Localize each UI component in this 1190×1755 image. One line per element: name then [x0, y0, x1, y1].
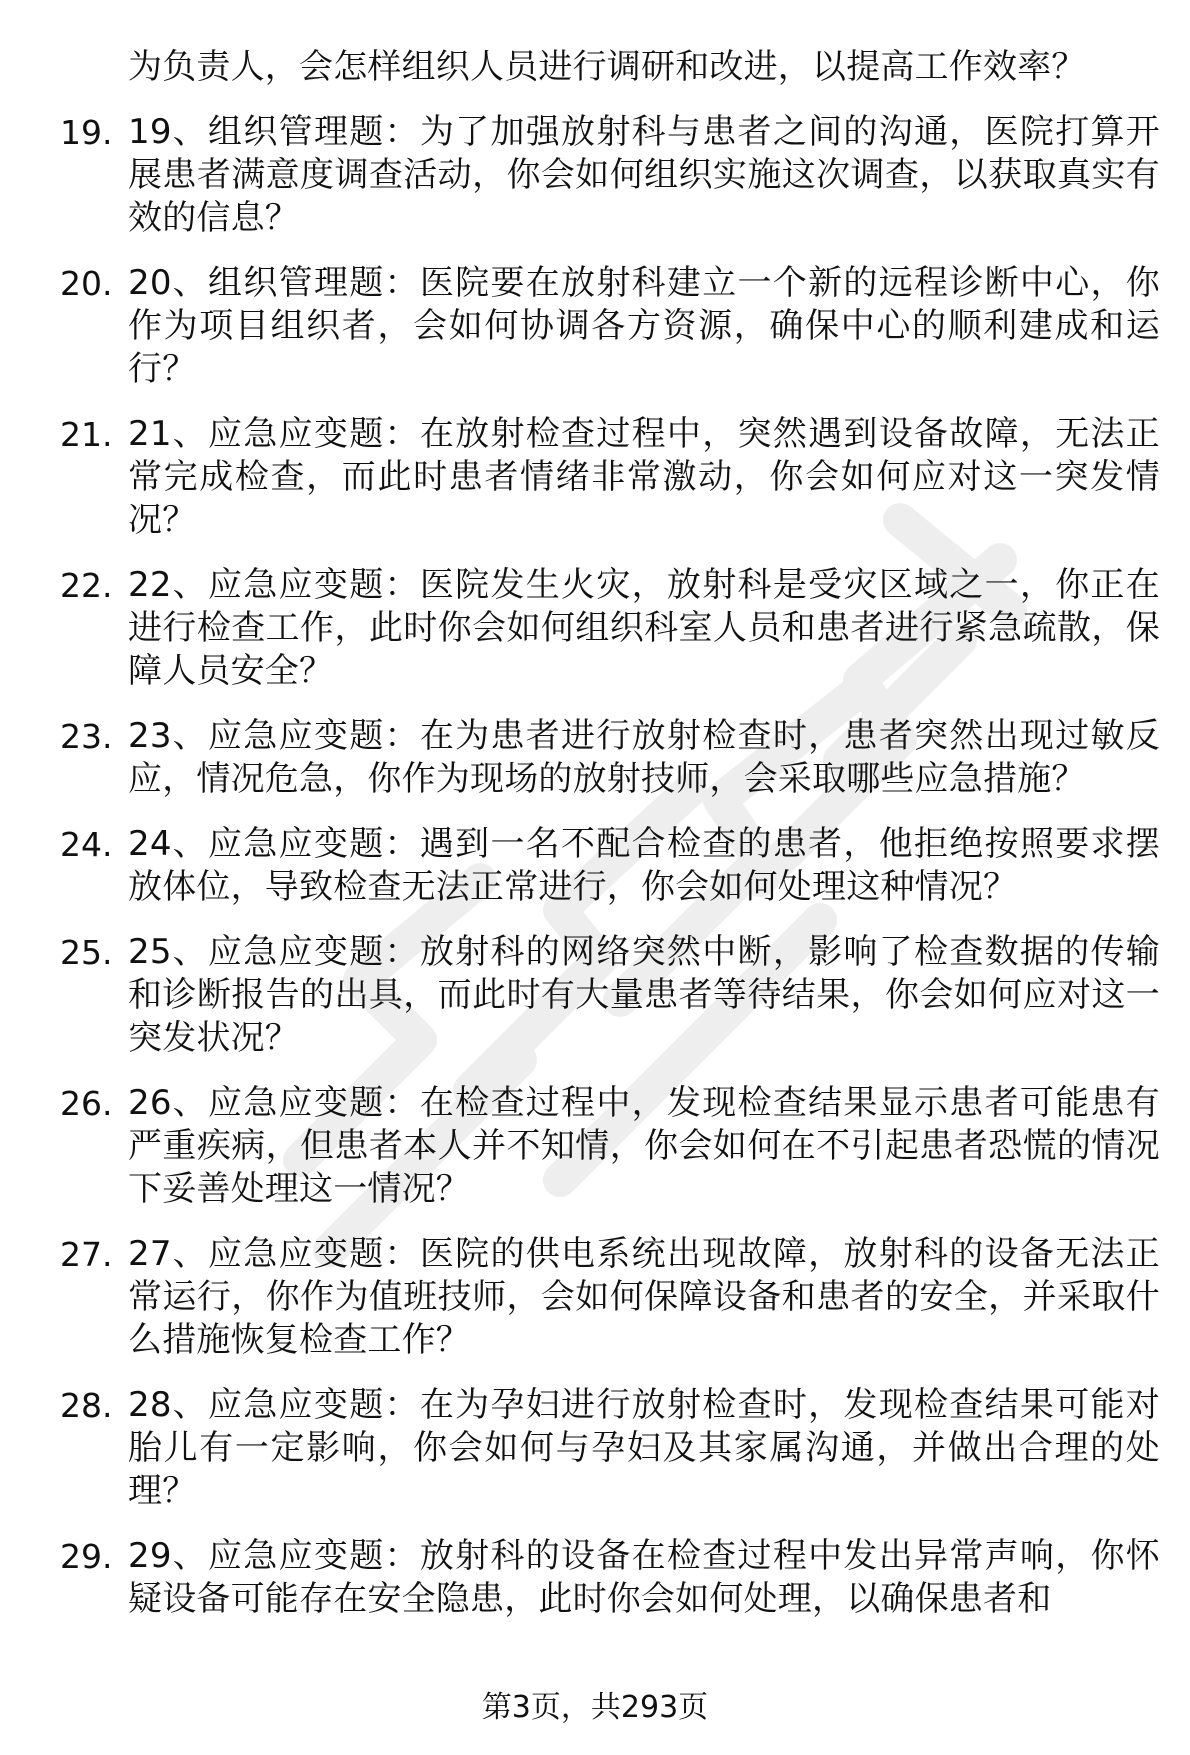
item-text: 22、应急应变题：医院发生火灾，放射科是受灾区域之一，你正在进行检查工作，此时你会如何组织科室人员和患者进行紧急疏散，保障人员安全？ — [128, 565, 1160, 691]
question-list-container — [60, 46, 1160, 1643]
item-text: 29、应急应变题：放射科的设备在检查过程中发出异常声响，你怀疑设备可能存在安全隐患，此时你会如何处理，以确保患者和 — [128, 1536, 1160, 1619]
item-number: 27. — [60, 1235, 113, 1274]
item-text: 19、组织管理题：为了加强放射科与患者之间的沟通，医院打算开展患者满意度调查活动，你会如何组织实施这次调查，以获取真实有效的信息？ — [128, 112, 1160, 238]
list-item — [60, 1535, 1160, 1621]
item-number: 23. — [60, 717, 113, 756]
item-number: 24. — [60, 825, 113, 864]
list-item — [60, 931, 1160, 1060]
list-item — [60, 1233, 1160, 1362]
list-item — [60, 715, 1160, 801]
list-item — [60, 1384, 1160, 1513]
item-number: 20. — [60, 264, 113, 303]
item-number: 21. — [60, 415, 113, 454]
item-number: 26. — [60, 1084, 113, 1123]
item-text: 20、组织管理题：医院要在放射科建立一个新的远程诊断中心，你作为项目组织者，会如何协调各方资源，确保中心的顺利建成和运行？ — [128, 263, 1160, 389]
list-item — [60, 262, 1160, 391]
list-item — [60, 413, 1160, 542]
item-number: 22. — [60, 566, 113, 605]
item-text: 26、应急应变题：在检查过程中，发现检查结果显示患者可能患有严重疾病，但患者本人并不知情，你会如何在不引起患者恐慌的情况下妥善处理这一情况？ — [128, 1083, 1160, 1209]
item-number: 29. — [60, 1537, 113, 1576]
list-item — [60, 564, 1160, 693]
list-item — [60, 1082, 1160, 1211]
item-number: 28. — [60, 1386, 113, 1425]
item-text: 28、应急应变题：在为孕妇进行放射检查时，发现检查结果可能对胎儿有一定影响，你会如何与孕妇及其家属沟通，并做出合理的处理？ — [128, 1385, 1160, 1511]
item-number: 19. — [60, 113, 113, 152]
page-footer: 第3页，共293页 — [481, 1690, 709, 1725]
list-item — [60, 823, 1160, 909]
item-text: 21、应急应变题：在放射检查过程中，突然遇到设备故障，无法正常完成检查，而此时患者情绪非常激动，你会如何应对这一突发情况？ — [128, 414, 1160, 540]
item-text: 27、应急应变题：医院的供电系统出现故障，放射科的设备无法正常运行，你作为值班技师，会如何保障设备和患者的安全，并采取什么措施恢复检查工作？ — [128, 1234, 1160, 1360]
item-text: 24、应急应变题：遇到一名不配合检查的患者，他拒绝按照要求摆放体位，导致检查无法正常进行，你会如何处理这种情况？ — [128, 824, 1160, 907]
item-text: 25、应急应变题：放射科的网络突然中断，影响了检查数据的传输和诊断报告的出具，而此时有大量患者等待结果，你会如何应对这一突发状况？ — [128, 932, 1160, 1058]
item-number: 25. — [60, 933, 113, 972]
item-text: 23、应急应变题：在为患者进行放射检查时，患者突然出现过敏反应，情况危急，你作为现场的放射技师，会采取哪些应急措施？ — [128, 716, 1160, 799]
continuation-text: 为负责人，会怎样组织人员进行调研和改进，以提高工作效率？ — [128, 47, 1086, 87]
question-list — [60, 111, 1160, 1621]
list-item — [60, 111, 1160, 240]
